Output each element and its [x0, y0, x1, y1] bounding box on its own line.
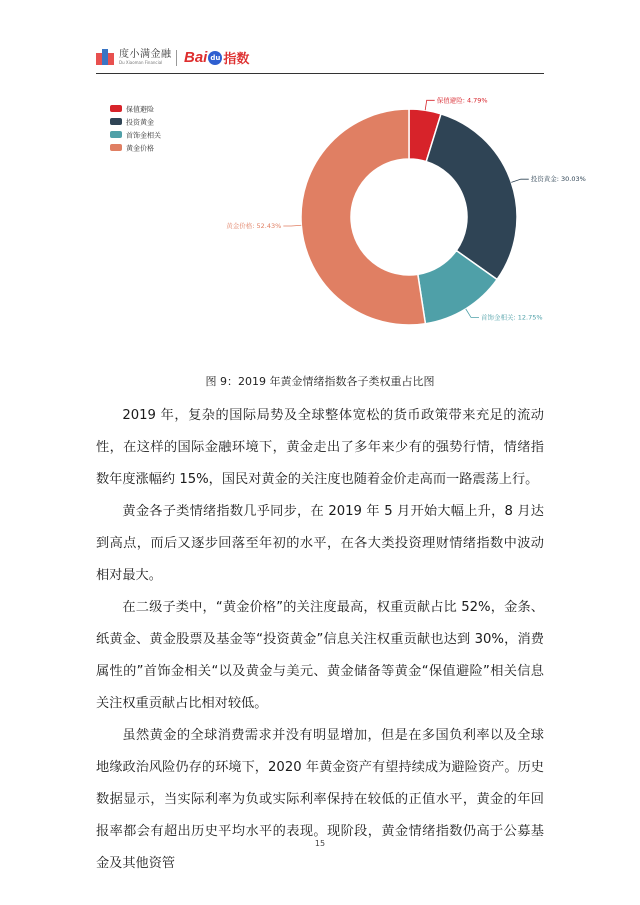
slice-leader-line [425, 100, 434, 110]
legend-swatch [110, 105, 122, 112]
slice-label: 投资黄金: 30.03% [530, 175, 586, 184]
paragraph-3: 在二级子类中，“黄金价格”的关注度最高，权重贡献占比 52%，金条、纸黄金、黄金股票及基金等“投资黄金”信息关注权重贡献也达到 30%，消费属性的”首饰金相关“以及黄金与美元、黄金储备等黄金“保值避险”相关信息关注权重贡献占比相对较低。 [96, 600, 544, 711]
legend-label: 黄金价格 [126, 144, 154, 153]
paragraph-2: 黄金各子类情绪指数几乎同步，在 2019 年 5 月开始大幅上升，8 月达到高点，而后又逐步回落至年初的水平，在各大类投资理财情绪指数中波动相对最大。 [96, 504, 544, 583]
legend-label: 保值避险 [126, 105, 154, 114]
paragraph-1: 2019 年，复杂的国际局势及全球整体宽松的货币政策带来充足的流动性，在这样的国际金融环境下，黄金走出了多年来少有的强势行情，情绪指数年度涨幅约 15%，国民对黄金的关注度也随着金价走高而一路震荡上行。 [96, 408, 544, 487]
baidu-paw-icon: du [208, 51, 222, 65]
duxiaoman-logo-en: Du Xiaoman Financial [119, 59, 163, 65]
slice-leader-line [511, 179, 528, 182]
slice-leader-line [283, 225, 301, 226]
figure-caption: 图 9：2019 年黄金情绪指数各子类权重占比图 [205, 375, 435, 388]
duxiaoman-logo [96, 49, 172, 65]
donut-chart [96, 80, 586, 360]
donut-slice [301, 109, 425, 325]
baidu-index-logo [184, 48, 249, 67]
slice-label: 黄金价格: 52.43% [226, 221, 282, 230]
duxiaoman-logo-icon [96, 49, 114, 65]
legend-swatch [110, 118, 122, 125]
body-text [96, 400, 544, 880]
baidu-logo-zhishu: 指数 [223, 52, 250, 67]
duxiaoman-logo-cn: 度小满金融 [119, 48, 172, 60]
legend-label: 投资黄金 [126, 118, 154, 127]
donut-chart-svg [96, 80, 586, 360]
page-header [96, 46, 544, 72]
legend-label: 首饰金相关 [126, 131, 161, 140]
logo-divider [176, 50, 177, 66]
donut-slice [426, 114, 517, 280]
slice-label: 保值避险: 4.79% [436, 96, 488, 105]
legend-swatch [110, 144, 122, 151]
page-number: 15 [314, 839, 326, 848]
slice-label: 首饰金相关: 12.75% [481, 313, 543, 322]
legend-swatch [110, 131, 122, 138]
slice-leader-line [466, 309, 479, 318]
header-rule [96, 73, 544, 74]
paragraph-4: 虽然黄金的全球消费需求并没有明显增加，但是在多国负利率以及全球地缘政治风险仍存的环境下，2020 年黄金资产有望持续成为避险资产。历史数据显示，当实际利率为负或实际利率保持在较低的正值水平，黄金的年回报率都会有超出历史平均水平的表现。现阶段，黄金情绪指数仍高于公募基金及其他资管 [96, 728, 544, 871]
baidu-logo-bai: Bai [184, 49, 208, 66]
